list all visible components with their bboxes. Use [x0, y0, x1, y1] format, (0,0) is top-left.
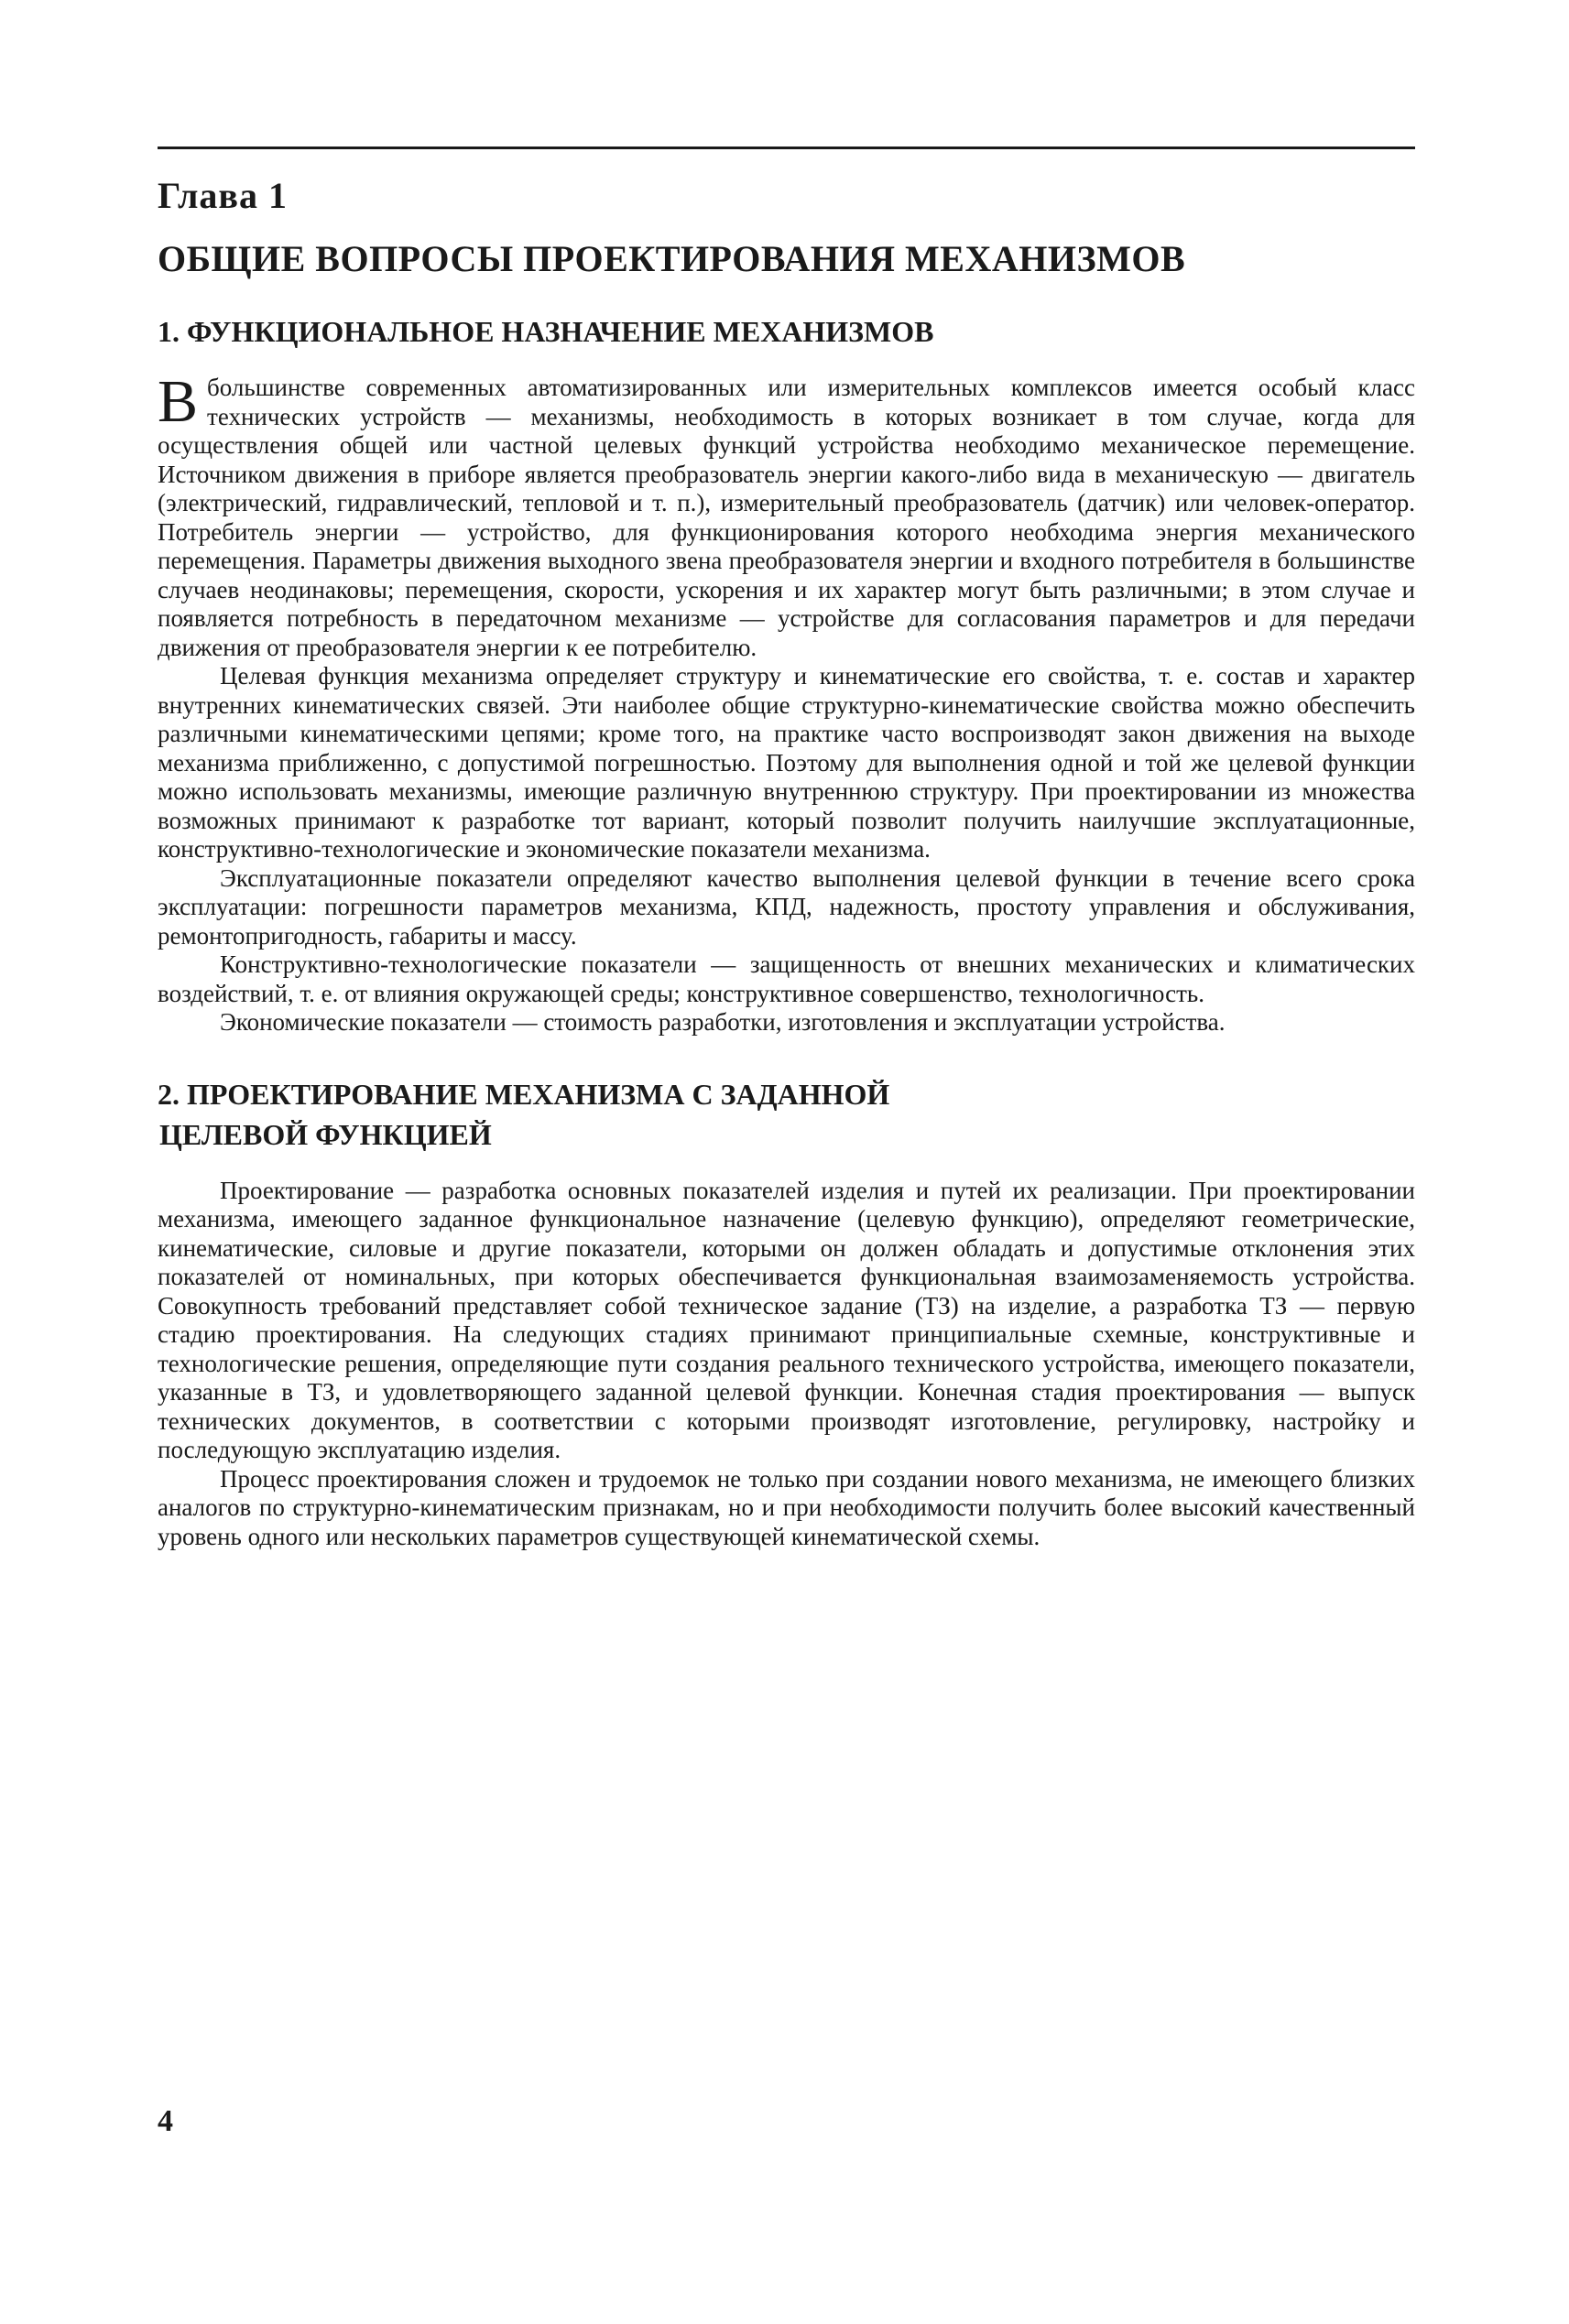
page-content: [158, 174, 1415, 1551]
section-1-paragraph-1: [158, 368, 1415, 662]
top-rule: [158, 147, 1415, 149]
section-2-title-line-2: ЦЕЛЕВОЙ ФУНКЦИЕЙ: [159, 1117, 492, 1151]
page-number: 4: [158, 2104, 173, 2138]
section-1-paragraph-1-text: большинстве современных автоматизированных или измерительных комплексов имеется особый класс технических устройств — механизмы, необходимость в которых возникает в том случае, когда для осуществления общей или частной целевых функций устройства необходимо механическое перемещение. Источником движения в приборе является преобразователь энергии какого-либо вида в механическую — двигатель (электрический, гидравлический, тепловой и т. п.), измерительный преобразователь (датчик) или человек-оператор. Потребитель энергии — устройство, для функционирования которого необходима энергия механического перемещения. Параметры движения выходного звена преобразователя энергии и входного потребителя в большинстве случаев неодинаковы; перемещения, скорости, ускорения и их характер могут быть различными; в этом случае и появляется потребность в передаточном механизме — устройстве для согласования параметров и для передачи движения от преобразователя энергии к ее потребителю.: [158, 374, 1415, 661]
section-1-title: 1. ФУНКЦИОНАЛЬНОЕ НАЗНАЧЕНИЕ МЕХАНИЗМОВ: [158, 315, 934, 348]
section-1-paragraph-2: Целевая функция механизма определяет структуру и кинематические его свойства, т. е. состав и характер внутренних кинематических связей. Эти наиболее общие структурно-кинематические свойства можно обеспечить различными кинематическими цепями; кроме того, на практике часто воспроизводят закон движения на выходе механизма приближенно, с допустимой погрешностью. Поэтому для выполнения одной и той же целевой функции можно использовать механизмы, имеющие различную внутреннюю структуру. При проектировании из множества возможных принимают к разработке тот вариант, который позволит получить наилучшие эксплуатационные, конструктивно-технологические и экономические показатели механизма.: [158, 662, 1415, 863]
section-1-paragraph-3: Эксплуатационные показатели определяют качество выполнения целевой функции в течение всего срока эксплуатации: погрешности параметров механизма, КПД, надежность, простоту управления и обслуживания, ремонтопригодность, габариты и массу.: [158, 863, 1415, 950]
section-1-paragraph-5: Экономические показатели — стоимость разработки, изготовления и эксплуатации устройства.: [220, 1008, 1226, 1036]
drop-cap: В: [158, 368, 199, 435]
chapter-title: ОБЩИЕ ВОПРОСЫ ПРОЕКТИРОВАНИЯ МЕХАНИЗМОВ: [158, 238, 1186, 279]
section-1-paragraph-4: Конструктивно-технологические показатели — защищенность от внешних механических и климатических воздействий, т. е. от влияния окружающей среды; конструктивное совершенство, технологичность.: [158, 950, 1415, 1007]
section-2-title-line-1: 2. ПРОЕКТИРОВАНИЕ МЕХАНИЗМА С ЗАДАННОЙ: [158, 1077, 890, 1111]
section-2-paragraph-2: Процесс проектирования сложен и трудоемок не только при создании нового механизма, не имеющего близких аналогов по структурно-кинематическим признакам, но и при необходимости получить более высокий качественный уровень одного или нескольких параметров существующей кинематической схемы.: [158, 1464, 1415, 1550]
section-2-paragraph-1: Проектирование — разработка основных показателей изделия и путей их реализации. При проектировании механизма, имеющего заданное функциональное назначение (целевую функцию), определяют геометрические, кинематические, силовые и другие показатели, которыми он должен обладать и допустимые отклонения этих показателей от номинальных, при которых обеспечивается функциональная взаимозаменяемость устройства. Совокупность требований представляет собой техническое задание (ТЗ) на изделие, а разработка ТЗ — первую стадию проектирования. На следующих стадиях принимают принципиальные схемные, конструктивные и технологические решения, определяющие пути создания реального технического устройства, имеющего показатели, указанные в ТЗ, и удовлетворяющего заданной целевой функции. Конечная стадия проектирования — выпуск технических документов, в соответствии с которыми производят изготовление, регулировку, настройку и последующую эксплуатацию изделия.: [158, 1176, 1415, 1463]
chapter-label: Глава 1: [158, 175, 288, 216]
section-2-title: [158, 1074, 1415, 1155]
